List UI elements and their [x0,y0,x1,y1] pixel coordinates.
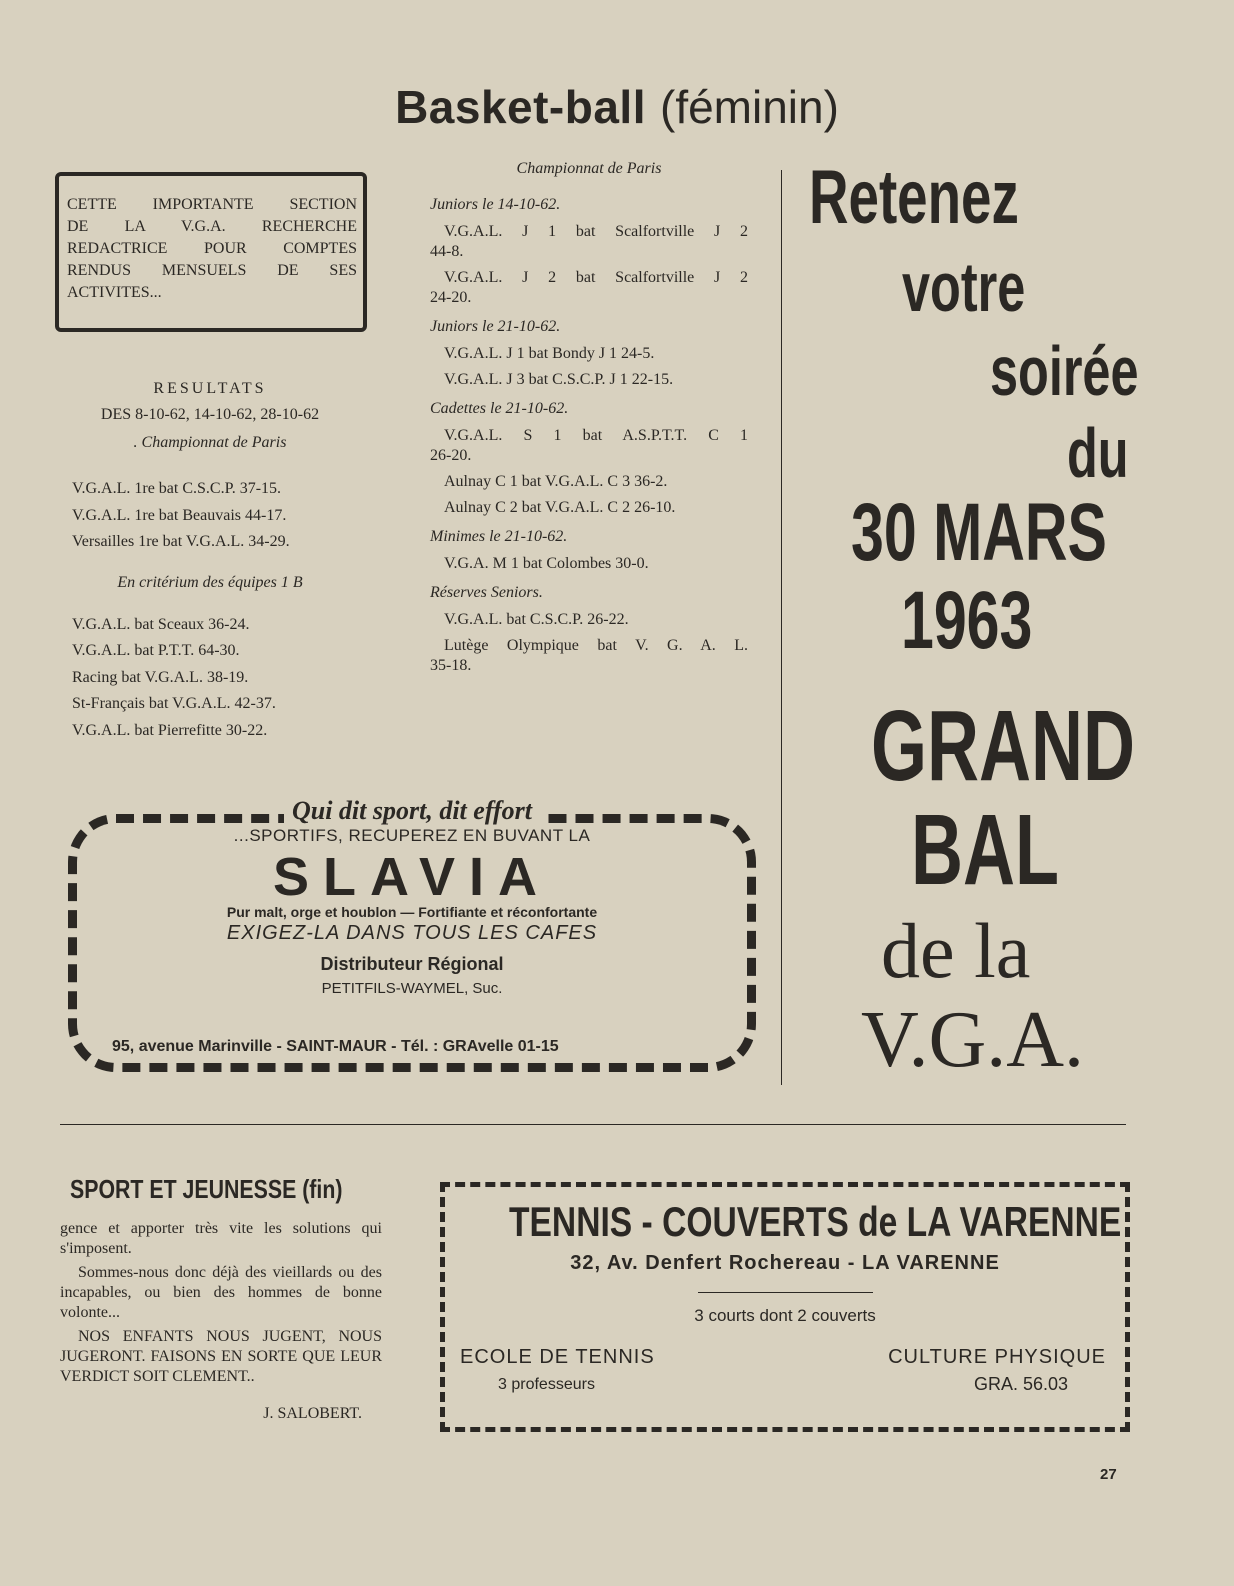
results-championship: . Championnat de Paris [133,434,287,451]
page-number: 27 [1100,1466,1117,1483]
ad-line: Pur malt, orge et houblon — Fortifiante et réconfortante [226,904,598,920]
result-line: V.G.A.L. bat Sceaux 36-24. [72,615,250,633]
paris-column [430,160,748,682]
announcement-org: V.G.A. [861,996,1085,1084]
slavia-advertisement [62,796,762,1086]
entry-score: 35-18. [430,657,472,674]
result-entry [430,636,748,676]
tennis-culture: CULTURE PHYSIQUE [888,1346,1106,1368]
title-sub: (féminin) [660,81,839,133]
tennis-school: ECOLE DE TENNIS [460,1346,655,1368]
entry-text: V.G.A.L. J 2 bat Scalfortville J 2 [444,269,748,286]
section-divider [60,1124,1126,1125]
entry-score: 26-20. [430,447,472,464]
result-line: V.G.A.L. bat Pierrefitte 30-22. [72,721,268,739]
announcement-line: de la [881,907,1031,994]
divider [698,1292,873,1293]
article-paragraph: NOS ENFANTS NOUS JUGENT, NOUS JUGERONT. FAISONS EN SORTE QUE LEUR VERDICT SOIT CLEMENT.. [60,1328,382,1385]
result-entry [430,426,748,466]
entry-text: V.G.A.L. J 1 bat Scalfortville J 2 [444,223,748,240]
entry-text: Lutège Olympique bat V. G. A. L. [444,637,748,654]
result-line: Racing bat V.G.A.L. 38-19. [72,668,249,686]
paris-heading: Championnat de Paris [516,160,662,177]
result-entry [430,610,748,630]
article-title: SPORT ET JEUNESSE (fin) [70,1174,343,1204]
tennis-name: TENNIS - COUVERTS de LA VARENNE [509,1198,1122,1245]
column-divider [781,170,782,1085]
ad-brand: SLAVIA [272,847,551,907]
section-title: Cadettes le 21-10-62. [430,400,569,417]
notice-box [55,172,367,332]
article-paragraph: Sommes-nous donc déjà des vieillards ou des incapables, ou bien des hommes de bonne volonte... [60,1264,382,1321]
entry-text: V.G.A. M 1 bat Colombes 30-0. [444,555,649,572]
notice-line: ACTIVITES... [67,284,162,301]
entry-text: Aulnay C 1 bat V.G.A.L. C 3 36-2. [444,473,668,490]
title-main: Basket-ball [395,81,646,133]
announcement-line: GRAND [871,690,1135,802]
announcement-date: 30 MARS [851,487,1107,578]
entry-text: V.G.A.L. bat C.S.C.P. 26-22. [444,611,629,628]
entry-score: 24-20. [430,289,472,306]
page-title [0,80,1234,134]
ad-line: ...SPORTIFS, RECUPEREZ EN BUVANT LA [233,826,591,845]
result-line: V.G.A.L. bat P.T.T. 64-30. [72,642,240,659]
results-column [60,380,360,744]
ad-address: 95, avenue Marinville - SAINT-MAUR - Tél. : GRAvelle 01-15 [112,1038,559,1055]
ad-line: PETITFILS-WAYMEL, Suc. [321,980,503,997]
result-line: Versailles 1re bat V.G.A.L. 34-29. [72,533,290,550]
result-entry [430,554,748,574]
tennis-courts: 3 courts dont 2 couverts [694,1306,876,1325]
announcement-line: soirée [990,332,1139,410]
ad-slogan-text: Qui dit sport, dit effort [284,796,540,825]
section-title: Juniors le 21-10-62. [430,318,561,335]
criterium-heading: En critérium des équipes 1 B [117,573,303,591]
result-entry [430,222,748,262]
ad-line: Distributeur Régional [320,954,504,974]
entry-text: V.G.A.L. J 3 bat C.S.C.P. J 1 22-15. [444,371,674,388]
article-paragraph: gence et apporter très vite les solutions qui s'imposent. [60,1220,382,1257]
result-line: V.G.A.L. 1re bat Beauvais 44-17. [72,506,287,524]
section-title: Réserves Seniors. [430,584,543,601]
ad-line: EXIGEZ-LA DANS TOUS LES CAFES [226,922,598,944]
result-line: St-Français bat V.G.A.L. 42-37. [72,695,276,712]
tennis-phone: GRA. 56.03 [973,1374,1068,1394]
entry-score: 44-8. [430,243,464,260]
result-entry [430,344,748,364]
result-line: V.G.A.L. 1re bat C.S.C.P. 37-15. [72,480,282,497]
entry-text: V.G.A.L. J 1 bat Bondy J 1 24-5. [444,345,655,362]
results-dates: DES 8-10-62, 14-10-62, 28-10-62 [100,406,320,423]
notice-line: DE LA V.G.A. RECHERCHE [67,218,357,235]
tennis-advertisement [440,1182,1130,1432]
announcement-line: Retenez [809,155,1019,240]
notice-line: RENDUS MENSUELS DE SES [67,262,357,279]
result-entry [430,498,748,518]
article-signature: J. SALOBERT. [263,1405,362,1422]
entry-text: Aulnay C 2 bat V.G.A.L. C 2 26-10. [444,499,676,516]
entry-text: V.G.A.L. S 1 bat A.S.P.T.T. C 1 [444,427,748,444]
announcement-line: du [1067,414,1129,492]
announcement-year: 1963 [901,575,1033,666]
ad-slogan [62,796,762,826]
notice-line: CETTE IMPORTANTE SECTION [67,196,357,213]
notice-line: REDACTRICE POUR COMPTES [67,240,357,257]
result-entry [430,268,748,308]
result-entry [430,370,748,390]
result-entry [430,472,748,492]
section-title: Minimes le 21-10-62. [430,528,568,545]
results-heading: RESULTATS [153,380,267,397]
announcement-line: BAL [911,794,1059,906]
section-title: Juniors le 14-10-62. [430,196,561,213]
tennis-address: 32, Av. Denfert Rochereau - LA VARENNE [570,1252,1000,1274]
tennis-teachers: 3 professeurs [498,1376,595,1393]
sport-jeunesse-article [60,1174,382,1423]
announcement-line: votre [902,248,1026,326]
